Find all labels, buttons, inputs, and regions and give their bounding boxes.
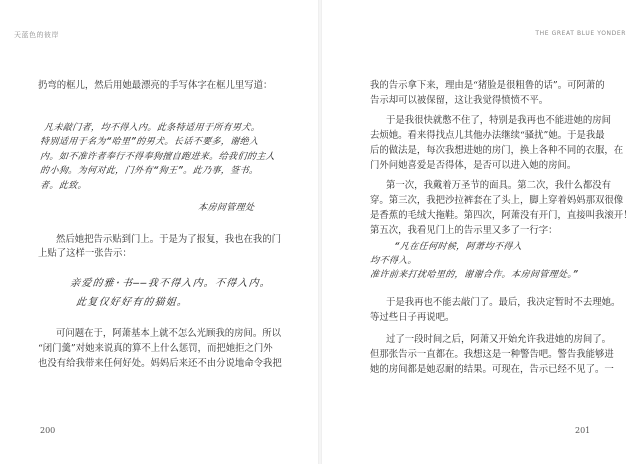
notice1-line: 特别适用于名为“哈里”的男犬。长话不要多，谢绝入 <box>39 137 259 147</box>
body-line: 于是我很快就憋不住了，特别是我再也不能进她的房间 <box>386 115 612 126</box>
notice3-line: “凡在任何时候，阿萧均不得入 <box>393 242 523 252</box>
intro-line: 扔弯的框儿，然后用她最漂亮的手写体字在框儿里写道： <box>38 80 273 91</box>
right-page <box>320 0 640 464</box>
running-head-right: THE GREAT BLUE YONDER <box>535 30 626 37</box>
notice3-line: 均不得入。 <box>369 256 418 266</box>
body-line: 然后她把告示贴到门上。于是为了报复，我也在我的门 <box>56 234 282 245</box>
notice1-line: 的小狗。为何对此，门外有“狗王”。此乃事，签书。 <box>39 166 259 176</box>
body-line: 是香蕉的毛绒大拖鞋。第四次，阿萧没有开门，直接叫我滚开！ <box>370 210 633 221</box>
body-line: 上贴了这样一张告示： <box>38 248 132 259</box>
page-number-left: 200 <box>40 426 56 435</box>
notice1-line: 者。此致。 <box>39 181 88 191</box>
body-line: 第五次，我看见门上的告示里又多了一行字： <box>370 225 558 236</box>
body-line: 可问题在于，阿萧基本上就不怎么光顾我的房间。所以 <box>56 328 282 339</box>
body-line: 等过些日子再说吧。 <box>370 312 455 323</box>
running-head-left: 天蓝色的彼岸 <box>14 31 59 39</box>
body-line: 告示却可以被保留，这让我觉得愤愤不平。 <box>370 95 549 106</box>
body-line: 后的做法是，每次我想进她的房门，换上各种不同的衣服，在 <box>370 145 624 156</box>
notice1-signature: 本房间管理处 <box>197 203 255 213</box>
notice1-line: 内。如不准许者奉行不得奉狗擅自跑进来。给我们的主人 <box>39 152 276 162</box>
body-line: 她的房间都是她忍耐的结果。可现在，告示已经不见了。一 <box>370 364 614 375</box>
body-line: 门外问她喜爱是否得体，是否可以进入她的房间。 <box>370 160 577 171</box>
page-number-right: 201 <box>575 426 591 435</box>
body-line: 于是我再也不能去敲门了。最后，我决定暂时不去理她。 <box>386 297 621 308</box>
body-line: “闭门羹”对她来说真的算不上什么惩罚，而把她拒之门外 <box>38 343 273 354</box>
body-line: 也没有给我带来任何好处。妈妈后来还不由分说地命令我把 <box>38 358 282 369</box>
notice2-line: 亲爱的雅·书——我不得入内。不得入内。 <box>69 278 272 289</box>
body-line: 第一次，我戴着万圣节的面具。第二次，我什么都没有 <box>386 180 612 191</box>
notice3-line: 准许前来打扰哈里的，谢谢合作。本房间管理处。” <box>369 270 579 280</box>
body-line: 我的告示拿下来，理由是“猪脸是很粗鲁的话”。可阿萧的 <box>370 80 605 91</box>
notice1-line: 凡未敲门者，均不得入内。此条特适用于所有男犬。 <box>43 123 261 133</box>
body-line: 但那张告示一直都在。我想这是一种警告吧。警告我能够进 <box>370 349 614 360</box>
notice2-line: 此复仅好好有的猫姐。 <box>75 297 189 308</box>
body-line: 穿。第三次，我把沙拉裤套在了头上，脚上穿着妈妈那双很像 <box>370 195 624 206</box>
body-line: 过了一段时间之后，阿萧又开始允许我进她的房间了。 <box>386 334 612 345</box>
body-line: 去烦她。看来得找点儿其他办法继续“骚扰”她。于是我最 <box>370 130 605 141</box>
